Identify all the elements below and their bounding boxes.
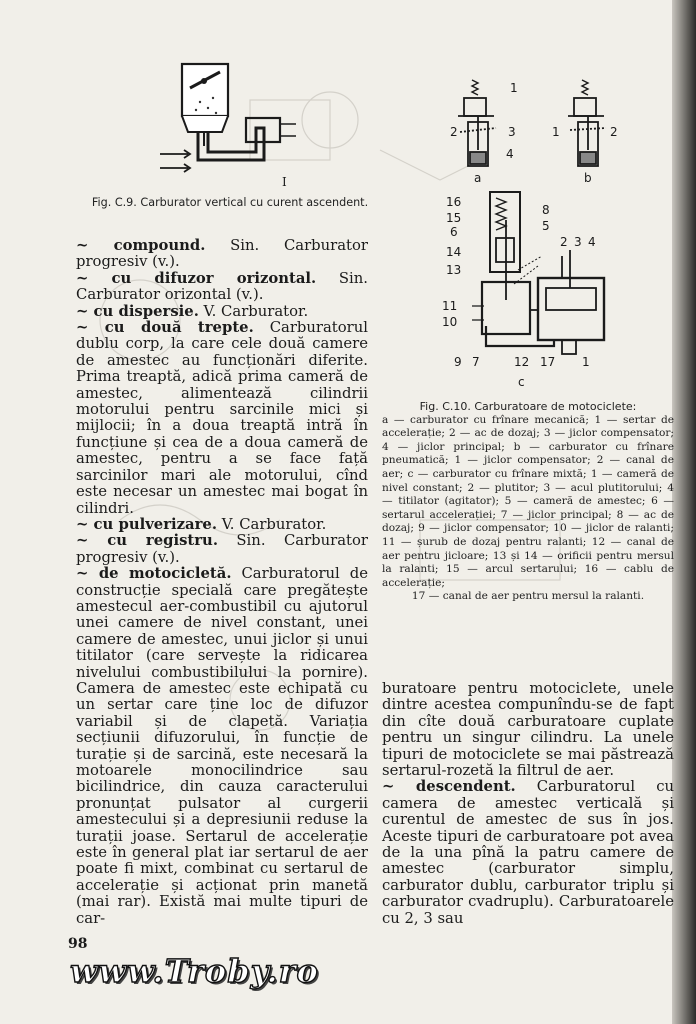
- left-text-column: [76, 238, 368, 927]
- svg-text:12: 12: [514, 355, 530, 369]
- right-text-column: [382, 681, 674, 927]
- fig-c10-caption: [382, 400, 674, 604]
- fig-c9-caption: Fig. C.9. Carburator vertical cu curent ascendent.: [91, 196, 369, 209]
- svg-text:9: 9: [454, 355, 462, 369]
- entry-doua-trepte: [76, 320, 368, 517]
- fig-c9-ref-label: [282, 175, 287, 189]
- entry-pulverizare: [76, 517, 368, 533]
- page-binding-shadow: [672, 0, 696, 1024]
- entry-term: ~ descendent.: [382, 778, 516, 796]
- svg-text:6: 6: [450, 225, 458, 239]
- fig-c10-labels-a: [450, 81, 518, 185]
- fig-c10c-drawing: [472, 192, 604, 354]
- entry-definition: buratoare pentru motociclete, unele dintre acestea compunîndu-se de fapt din cîte două carburatoare cuplate pentru un singur cilindru. La unele tipuri de motociclete se mai păstrează sertarul-rozetă la filtrul de aer.: [382, 680, 674, 780]
- fig-c9-diagram: [160, 58, 300, 192]
- fig-c10-labels-c: [442, 195, 596, 389]
- fig-c10-caption-title: Fig. C.10. Carburatoare de motociclete:: [419, 400, 637, 413]
- entry-term: ~ cu dispersie.: [76, 302, 199, 320]
- entry-definition: Carburatorul dublu corp, la care cele două camere de amestec au funcționări diferite. Prima treaptă, adică prima cameră de amestec, alimentează cilindrii motorului pentru sarcinile mici și mijlocii; în a doua treaptă intră în funcțiune și cea de a doua cameră de amestec, pentru a se face față sarcinilor mari ale motorului, cînd este necesar un amestec mai bogat în cilindri.: [76, 319, 368, 517]
- svg-text:2: 2: [560, 235, 568, 249]
- entry-definition: Carburatorul cu camera de amestec verticală și curentul de amestec de sus în jos. Aceste tipuri de carburatoare pot avea de la una pînă la patru camere de amestec (carburator simplu, carburator dublu, carburator triplu și carburator cvadruplu). Carburatoarele cu 2, 3 sau: [382, 778, 675, 927]
- svg-text:16: 16: [446, 195, 462, 209]
- page-number: 98: [68, 936, 88, 952]
- svg-text:I: I: [282, 175, 287, 189]
- fig-c10-caption-last: 17 — canal de aer pentru mersul la ralanti.: [411, 590, 645, 603]
- fig-c10-caption-body: a — carburator cu frînare mecanică; 1 — sertar de accelerație; 2 — ac de dozaj; 3 — jiclor compensator; 4 — jiclor principal; b — carburator cu frînare pneumatică; 1 — jiclor compensator; 2 — canal de aer; c — carburator cu frînare mixtă; 1 — cameră de nivel constant; 2 — plutitor; 3 — acul plutitorului; 4 — titilator (agitator); 5 — cameră de amestec; 6 — sertarul accelerației; 7 — jiclor principal; 8 — ac de dozaj; 9 — jiclor compensator; 10 — jiclor de ralanti; 11 — șurub de dozaj pentru ralanti; 12 — canal de aer pentru jicloare; 13 și 14 — orificii pentru mersul la ralanti; 15 — arcul sertarului; 16 — cablu de accelerație;: [382, 413, 674, 589]
- svg-text:15: 15: [446, 211, 462, 225]
- svg-text:1: 1: [510, 81, 518, 95]
- entry-definition: Sin. Carburator orizontal (v.).: [76, 269, 368, 304]
- entry-term: ~ cu difuzor orizontal.: [76, 269, 317, 287]
- entry-motocicleta-continued: [382, 681, 674, 779]
- svg-text:2: 2: [450, 125, 458, 139]
- svg-text:3: 3: [574, 235, 582, 249]
- svg-text:8: 8: [542, 203, 550, 217]
- entry-term: ~ cu registru.: [76, 532, 218, 550]
- entry-definition: Sin. Carburator progresiv (v.).: [76, 237, 368, 271]
- entry-compound: [76, 238, 368, 271]
- entry-registru: [76, 533, 368, 566]
- entry-term: ~ de motocicletă.: [76, 565, 232, 583]
- svg-text:4: 4: [588, 235, 596, 249]
- entry-definition: Sin. Carburator progresiv (v.).: [76, 532, 368, 566]
- entry-motocicleta: [76, 566, 368, 927]
- entry-dispersie: [76, 304, 368, 320]
- entry-definition: Carburatorul de construcție specială care pregătește amestecul aer-combustibil cu ajutorul unei camere de nivel constant, unei camere de amestec, unui jiclor și unui titilator (care servește la ridicarea nivelului combustibilului la pornire). Camera de amestec este echipată cu un sertar care ține loc de difuzor variabil și de clapetă. Variația secțiunii difuzorului, în funcție de turație și de sarcină, este necesară la motoarele monocilindrice sau bicilindrice, din cauza caracterului pronunțat pulsator al curgerii amestecului și a depresiunii reduse la turații joase. Sertarul de accelerație este în general plat iar sertarul de aer poate fi mixt, combinat cu sertarul de accelerație și acționat prin manetă (mai rar). Există mai multe tipuri de car-: [76, 565, 368, 927]
- entry-definition: V. Carburator.: [216, 515, 327, 533]
- svg-text:c: c: [518, 375, 525, 389]
- fig-c10b-drawing: [568, 80, 606, 166]
- fig-c10a-drawing: [458, 80, 496, 166]
- svg-text:11: 11: [442, 299, 458, 313]
- svg-text:3: 3: [508, 125, 516, 139]
- entry-term: ~ compound.: [76, 237, 206, 254]
- entry-term: ~ cu pulverizare.: [76, 515, 217, 533]
- svg-text:7: 7: [472, 355, 480, 369]
- svg-text:17: 17: [540, 355, 556, 369]
- svg-text:13: 13: [446, 263, 462, 277]
- svg-text:5: 5: [542, 219, 550, 233]
- svg-text:2: 2: [610, 125, 618, 139]
- svg-text:1: 1: [552, 125, 560, 139]
- fig-c10-diagram: [442, 70, 642, 392]
- entry-difuzor-orizontal: [76, 271, 368, 304]
- svg-text:4: 4: [506, 147, 514, 161]
- svg-text:a: a: [474, 171, 482, 185]
- svg-text:1: 1: [582, 355, 590, 369]
- svg-text:14: 14: [446, 245, 462, 259]
- svg-text:10: 10: [442, 315, 458, 329]
- watermark-logo: www.Troby.ro: [70, 952, 319, 990]
- entry-descendent: [382, 779, 674, 927]
- svg-text:b: b: [584, 171, 592, 185]
- entry-definition: V. Carburator.: [198, 302, 309, 320]
- entry-term: ~ cu două trepte.: [76, 319, 254, 337]
